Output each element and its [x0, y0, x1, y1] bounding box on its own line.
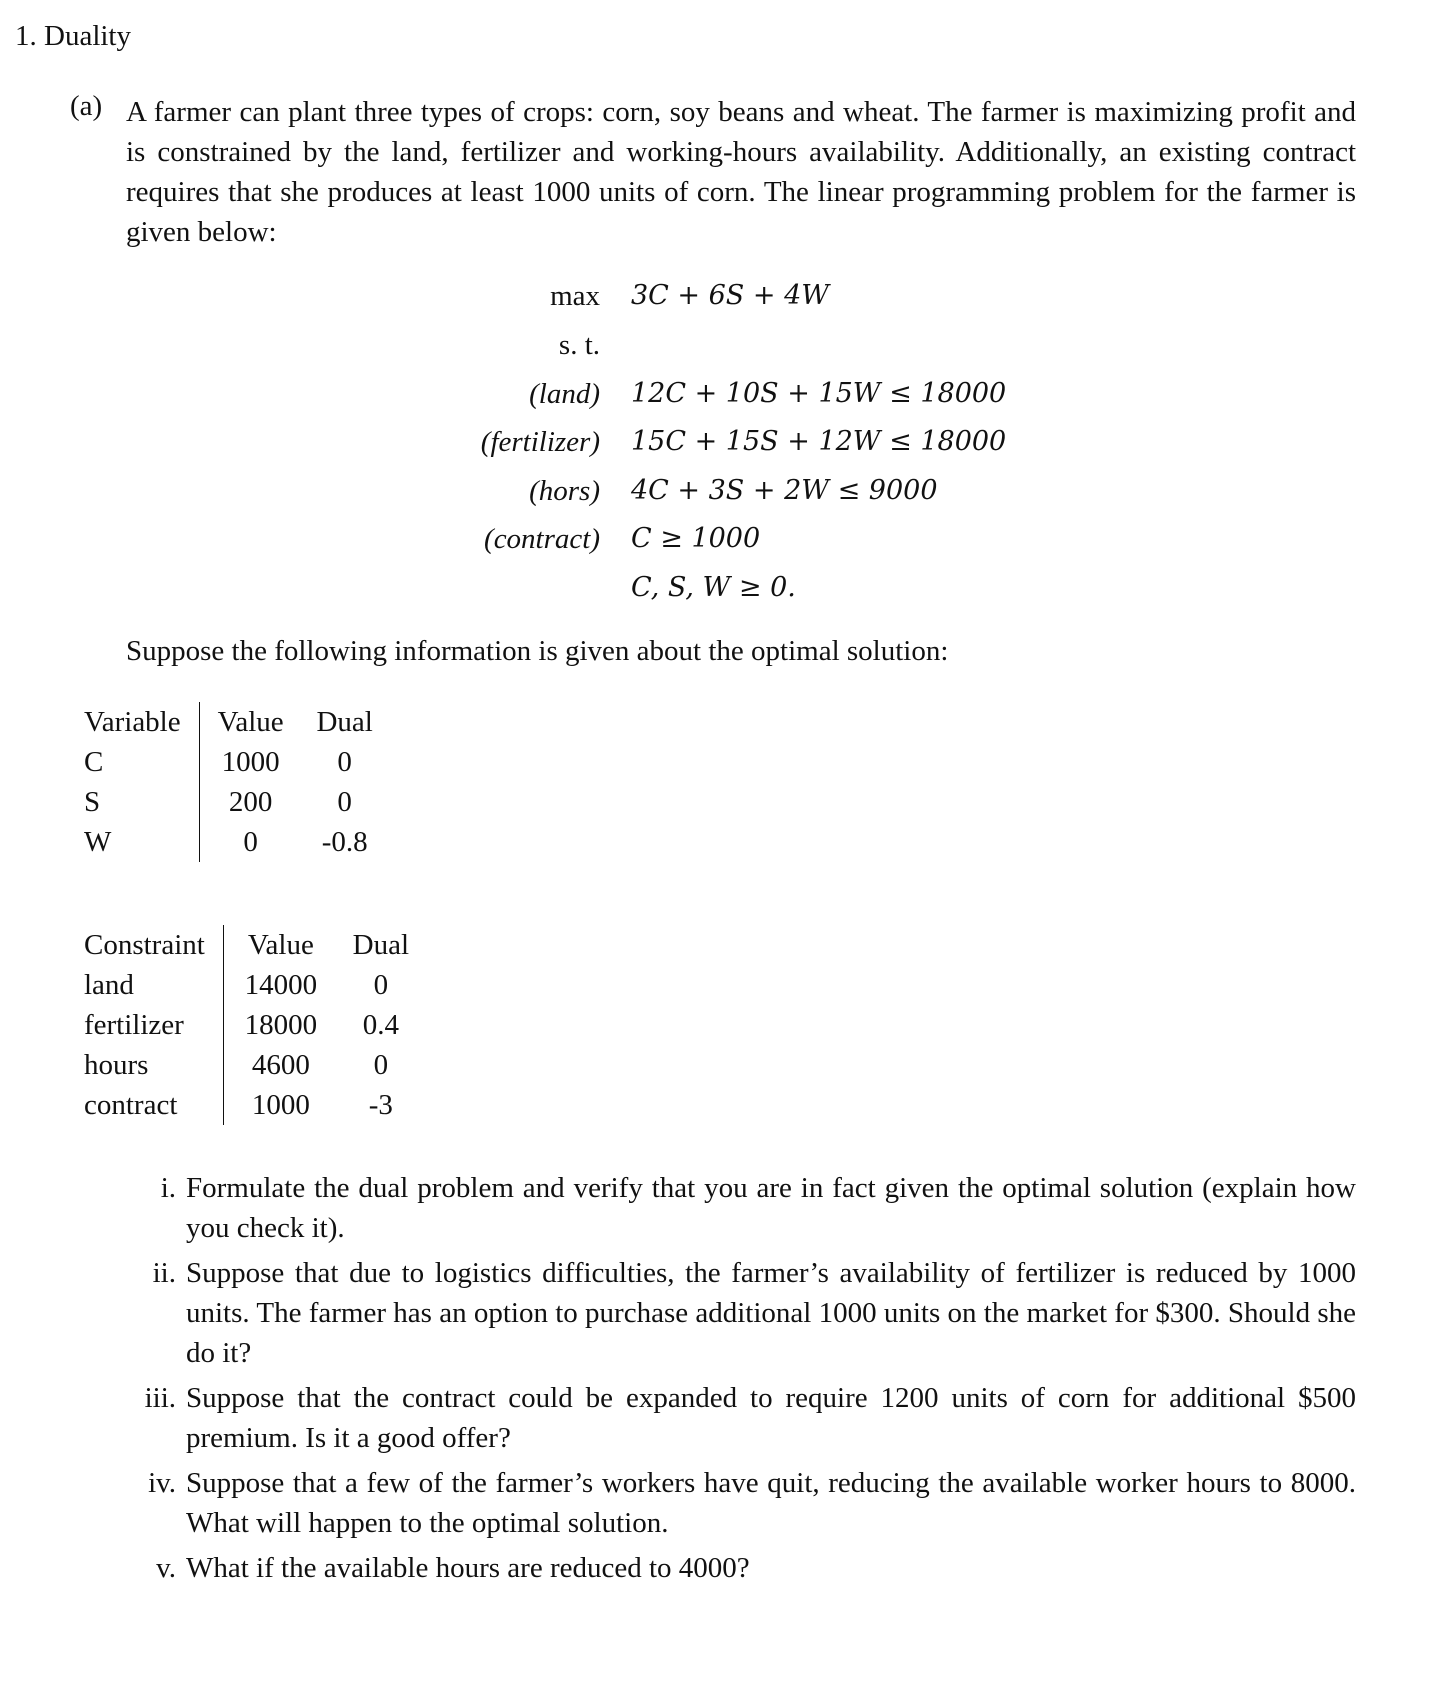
- question-text: Suppose that a few of the farmer’s workers have quit, reducing the available worker hours to 8000. What will happen to the optimal solution.: [186, 1467, 1356, 1539]
- suppose-text: Suppose the following information is given about the optimal solution:: [126, 635, 949, 667]
- table-row: [84, 782, 374, 822]
- lp-constraint-row: [0, 475, 1446, 511]
- table-row: [84, 1005, 410, 1045]
- table-cell: 18000: [223, 1005, 338, 1045]
- lp-objective-row: [0, 280, 1446, 316]
- table-cell: 1000: [199, 742, 302, 782]
- table-cell: W: [84, 826, 112, 858]
- lp-constraint-expr: C ≥ 1000: [631, 523, 761, 554]
- lp-constraint-expr: 4C + 3S + 2W ≤ 9000: [631, 475, 938, 506]
- table-cell: -0.8: [321, 826, 368, 858]
- table-cell: land: [84, 969, 134, 1001]
- table-row: [84, 1085, 410, 1125]
- lp-constraint-row: [0, 523, 1446, 559]
- lp-objective-label: max: [550, 280, 600, 312]
- section-title: 1. Duality: [15, 20, 131, 52]
- table-header-row: [84, 925, 410, 965]
- variable-table: [84, 702, 374, 862]
- question-number: iv.: [148, 1467, 176, 1499]
- table-cell: fertilizer: [84, 1009, 184, 1041]
- question-text: Formulate the dual problem and verify that you are in fact given the optimal solution (explain how you check it).: [186, 1172, 1356, 1244]
- lp-st-label: s. t.: [558, 329, 600, 361]
- table-cell: 0: [373, 969, 389, 1001]
- intro-paragraph: A farmer can plant three types of crops: corn, soy beans and wheat. The farmer is maximizing profit and is constrained by the land, fertilizer and working-hours availability. Additionally, an existing contract requires that she produces at least 1000 units of corn. The linear programming problem for the farmer is given below:: [126, 96, 1356, 248]
- lp-nonneg-row: [0, 572, 1446, 608]
- lp-objective-expr: 3C + 6S + 4W: [631, 280, 830, 311]
- question-text: Suppose that the contract could be expanded to require 1200 units of corn for additional $500 premium. Is it a good offer?: [186, 1382, 1356, 1454]
- lp-constraint-label: (contract): [484, 523, 600, 555]
- question-number: iii.: [144, 1382, 176, 1414]
- question-text: What if the available hours are reduced to 4000?: [186, 1552, 750, 1584]
- table-cell: 14000: [223, 965, 338, 1005]
- header-cell: Value: [199, 702, 302, 742]
- table-cell: 4600: [223, 1045, 338, 1085]
- table-cell: 200: [199, 782, 302, 822]
- table-row: [84, 965, 410, 1005]
- lp-constraint-label: (land): [529, 378, 600, 410]
- header-cell: Variable: [84, 706, 181, 738]
- lp-constraint-label: (fertilizer): [480, 426, 600, 458]
- table-cell: 0: [373, 1049, 389, 1081]
- table-cell: S: [84, 786, 101, 818]
- table-cell: contract: [84, 1089, 178, 1121]
- header-cell: Dual: [316, 706, 373, 738]
- header-cell: Value: [223, 925, 338, 965]
- table-cell: -3: [368, 1089, 393, 1121]
- table-cell: 0: [199, 822, 302, 862]
- lp-st-row: [0, 329, 1446, 365]
- table-row: [84, 1045, 410, 1085]
- lp-constraint-expr: 12C + 10S + 15W ≤ 18000: [631, 378, 1007, 409]
- lp-constraint-row: [0, 378, 1446, 414]
- constraint-table: [84, 925, 410, 1125]
- table-row: [84, 822, 374, 862]
- lp-constraint-label: (hors): [529, 475, 600, 507]
- question-text: Suppose that due to logistics difficulties, the farmer’s availability of fertilizer is reduced by 1000 units. The farmer has an option to purchase additional 1000 units on the market for $300. Should she do it?: [186, 1257, 1356, 1369]
- header-cell: Dual: [352, 929, 410, 961]
- lp-constraint-row: [0, 426, 1446, 462]
- table-cell: 0.4: [362, 1009, 399, 1041]
- question-number: i.: [160, 1172, 176, 1204]
- table-header-row: [84, 702, 374, 742]
- header-cell: Constraint: [84, 929, 205, 961]
- table-cell: 0: [337, 746, 352, 778]
- question-number: ii.: [152, 1257, 176, 1289]
- table-row: [84, 742, 374, 782]
- table-cell: 1000: [223, 1085, 338, 1125]
- table-cell: 0: [337, 786, 352, 818]
- lp-nonneg-expr: C, S, W ≥ 0.: [631, 572, 796, 603]
- question-number: v.: [156, 1552, 176, 1584]
- table-cell: C: [84, 746, 104, 778]
- part-label: (a): [70, 90, 103, 122]
- table-cell: hours: [84, 1049, 149, 1081]
- lp-constraint-expr: 15C + 15S + 12W ≤ 18000: [631, 426, 1007, 457]
